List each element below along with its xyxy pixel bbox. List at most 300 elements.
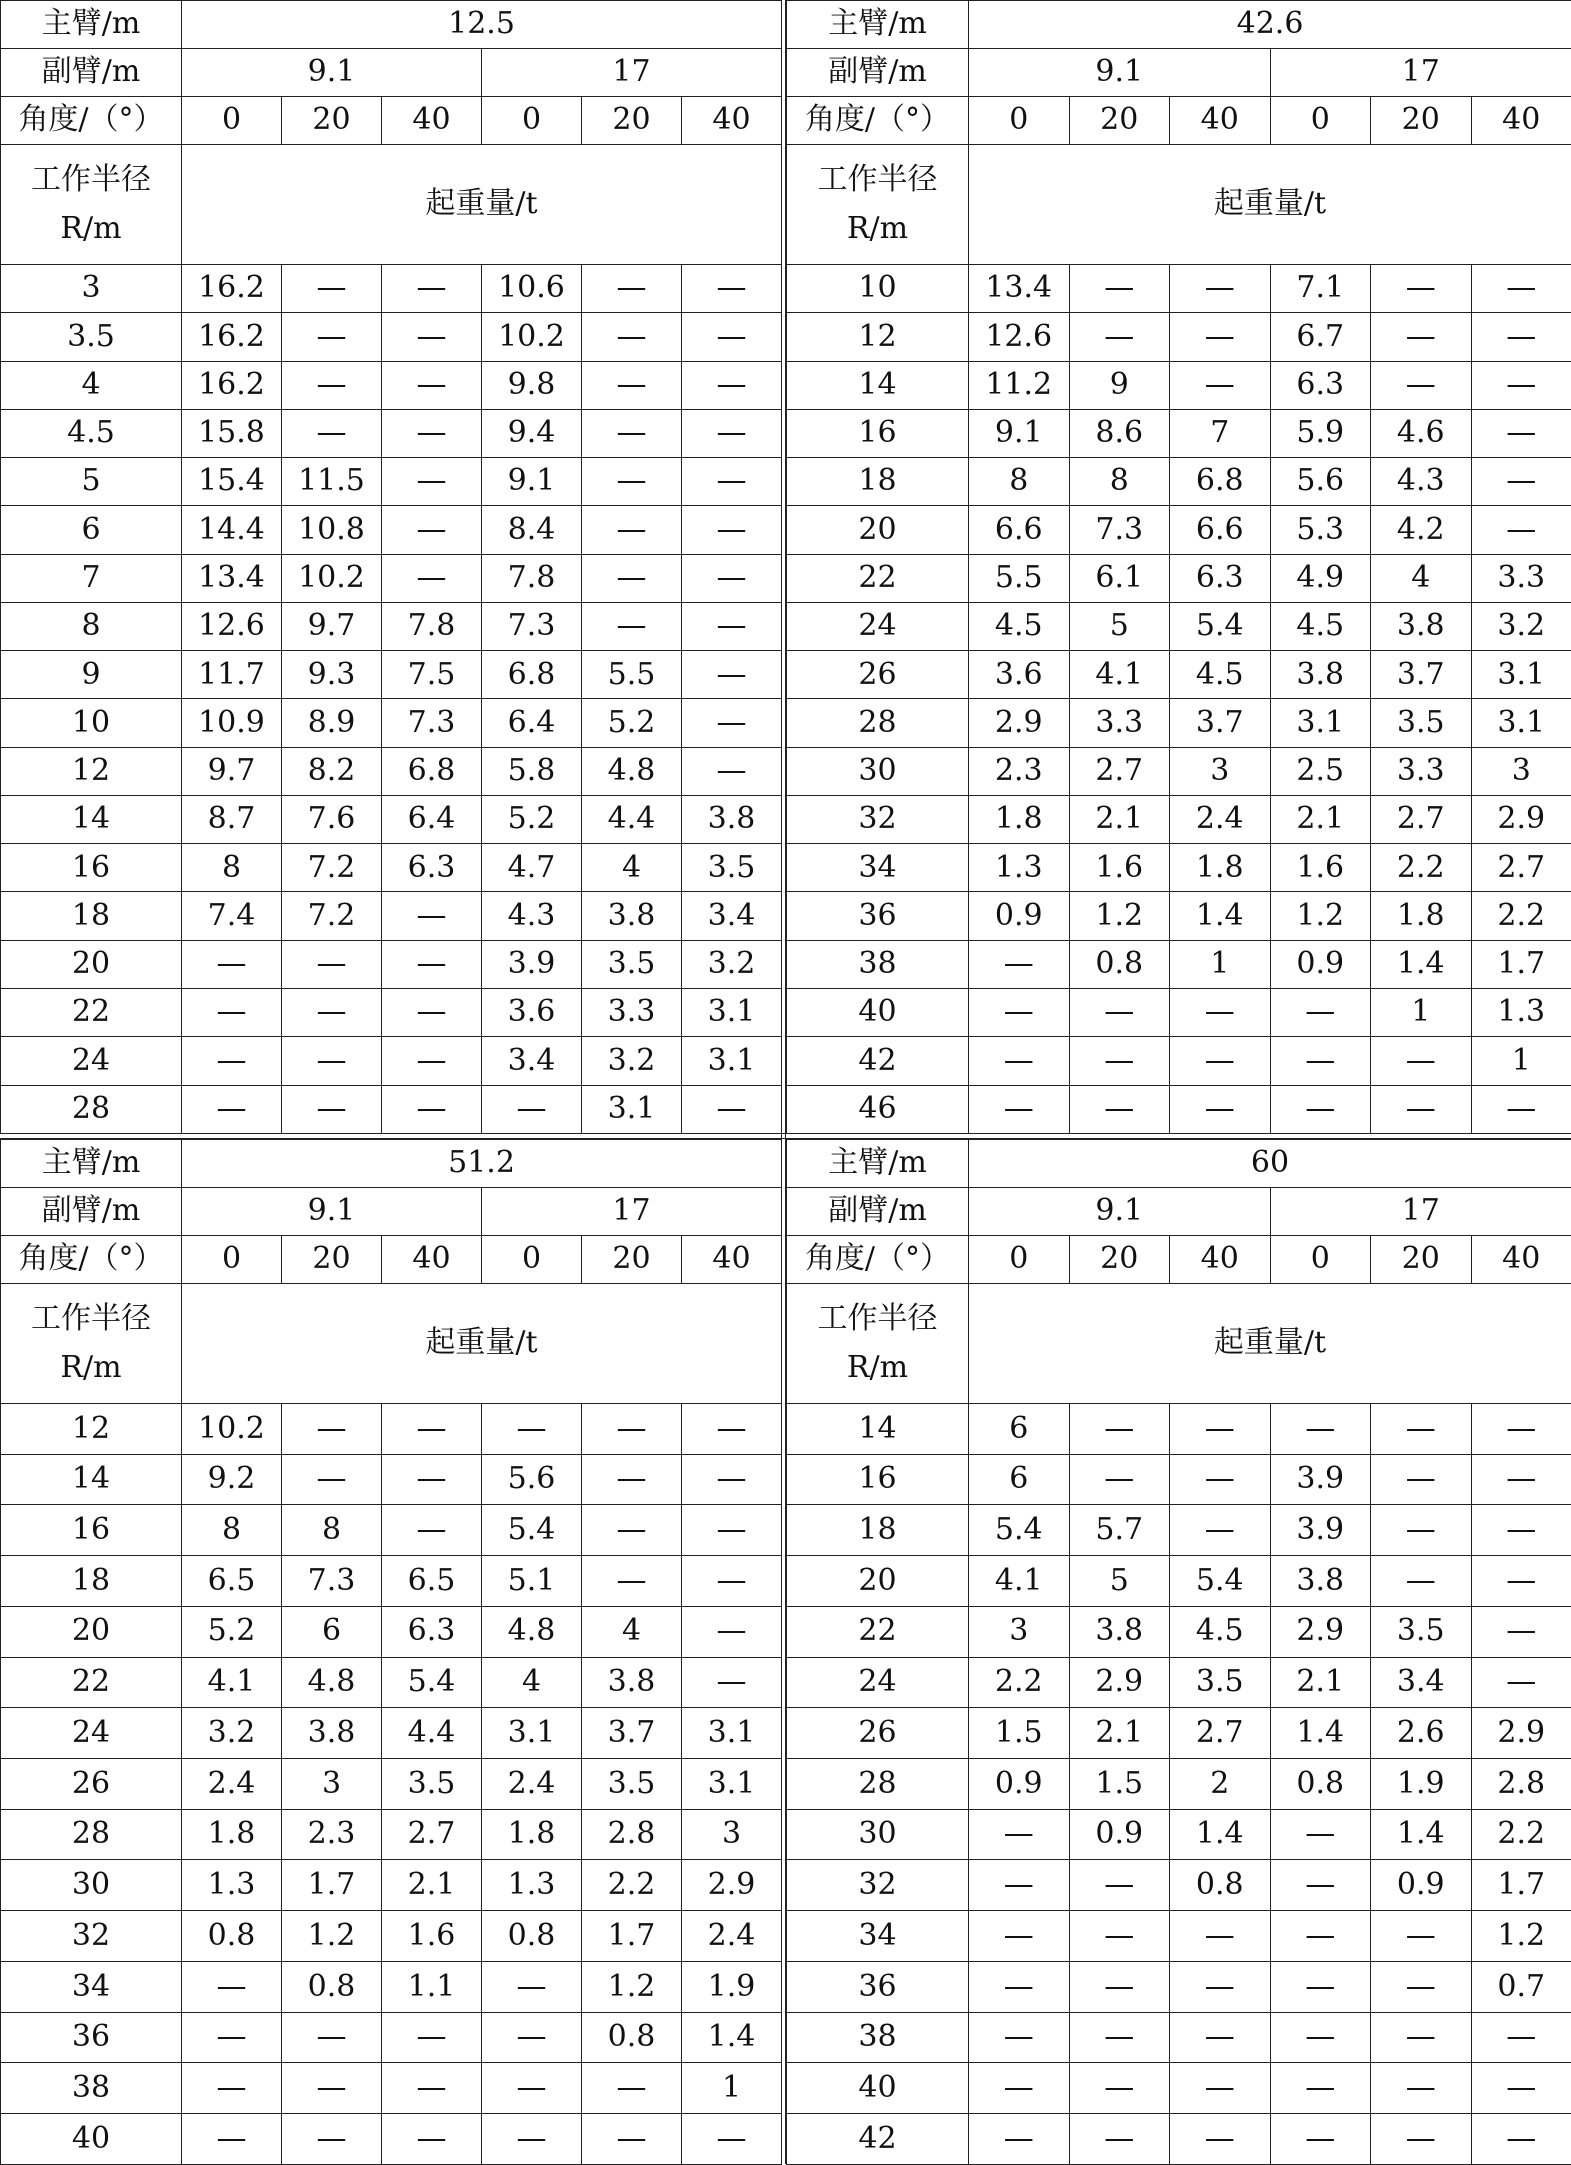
capacity-cell: 4.7 — [482, 844, 582, 892]
capacity-cell: — — [1471, 1404, 1571, 1455]
capacity-cell: 0.8 — [1270, 1759, 1371, 1810]
capacity-cell: — — [969, 1860, 1070, 1911]
capacity-cell: 7.2 — [282, 892, 382, 940]
capacity-cell: 5.3 — [1270, 506, 1371, 554]
capacity-cell: — — [1170, 1085, 1271, 1133]
capacity-cell: 1 — [1471, 1037, 1571, 1085]
capacity-cell: 3.8 — [682, 795, 782, 843]
capacity-cell: — — [282, 1454, 382, 1505]
jib-label: 副臂/m — [1, 49, 182, 97]
radius-cell: 4 — [1, 361, 182, 409]
capacity-cell: — — [1270, 2063, 1371, 2114]
capacity-cell: 3.1 — [1471, 651, 1571, 699]
table-row — [787, 1657, 1571, 1708]
capacity-cell: — — [582, 1404, 682, 1455]
capacity-cell: — — [1371, 1037, 1472, 1085]
capacity-cell: 5.4 — [969, 1505, 1070, 1556]
capacity-cell: — — [682, 747, 782, 795]
capacity-cell: 10.9 — [182, 699, 282, 747]
capacity-cell: 2.9 — [1471, 795, 1571, 843]
capacity-cell: — — [1471, 313, 1571, 361]
table-row — [787, 1860, 1571, 1911]
capacity-cell: 2.6 — [1371, 1708, 1472, 1759]
capacity-cell: 3.9 — [1270, 1454, 1371, 1505]
jib-row — [787, 1188, 1571, 1236]
capacity-cell: 10.2 — [182, 1404, 282, 1455]
angle-value: 20 — [1371, 97, 1472, 145]
capacity-cell: 12.6 — [182, 602, 282, 650]
main-boom-row — [787, 1140, 1571, 1188]
capacity-cell: 11.2 — [969, 361, 1070, 409]
capacity-cell: — — [969, 1961, 1070, 2012]
capacity-cell: 1 — [682, 2063, 782, 2114]
capacity-cell: 1.2 — [1270, 892, 1371, 940]
capacity-cell: — — [182, 988, 282, 1036]
angle-value: 40 — [682, 97, 782, 145]
capacity-cell: — — [1069, 1454, 1170, 1505]
radius-cell: 14 — [787, 1404, 969, 1455]
capacity-cell: 5.5 — [969, 554, 1070, 602]
radius-cell: 26 — [787, 1708, 969, 1759]
capacity-cell: 3.6 — [482, 988, 582, 1036]
table-row — [787, 1556, 1571, 1607]
capacity-cell: 0.9 — [969, 892, 1070, 940]
capacity-cell: 3.4 — [482, 1037, 582, 1085]
radius-cell: 32 — [1, 1911, 182, 1962]
capacity-cell: 5 — [1069, 1556, 1170, 1607]
table-row — [1, 313, 782, 361]
capacity-cell: 6.6 — [1170, 506, 1271, 554]
capacity-cell: — — [382, 1505, 482, 1556]
table-row — [787, 1759, 1571, 1810]
capacity-cell: 6.8 — [482, 651, 582, 699]
capacity-cell: — — [1471, 409, 1571, 457]
capacity-cell: 3.2 — [682, 940, 782, 988]
table-row — [1, 1708, 782, 1759]
capacity-cell: — — [282, 1404, 382, 1455]
table-row — [1, 1961, 782, 2012]
table-row — [1, 1404, 782, 1455]
capacity-cell: 1.8 — [182, 1809, 282, 1860]
capacity-cell: 3.4 — [682, 892, 782, 940]
radius-cell: 38 — [787, 2012, 969, 2063]
radius-cell: 34 — [1, 1961, 182, 2012]
capacity-cell: — — [682, 1657, 782, 1708]
capacity-cell: 1.2 — [282, 1911, 382, 1962]
radius-cell: 8 — [1, 602, 182, 650]
capacity-cell: — — [1371, 313, 1472, 361]
capacity-cell: — — [1170, 1404, 1271, 1455]
capacity-cell: — — [1371, 361, 1472, 409]
capacity-cell: 8 — [182, 1505, 282, 1556]
capacity-cell: — — [382, 940, 482, 988]
capacity-cell: — — [382, 265, 482, 313]
capacity-cell: 4.3 — [1371, 458, 1472, 506]
capacity-cell: 2.4 — [182, 1759, 282, 1810]
radius-cell: 5 — [1, 458, 182, 506]
capacity-cell: — — [582, 554, 682, 602]
capacity-cell: — — [969, 988, 1070, 1036]
angle-value: 20 — [1069, 97, 1170, 145]
capacity-cell: 1.1 — [382, 1961, 482, 2012]
table-row — [787, 795, 1571, 843]
radius-cell: 24 — [1, 1708, 182, 1759]
radius-cell: 20 — [1, 940, 182, 988]
capacity-cell: 16.2 — [182, 361, 282, 409]
capacity-cell: 2.3 — [282, 1809, 382, 1860]
angle-row — [1, 1236, 782, 1284]
capacity-cell: 3.3 — [1371, 747, 1472, 795]
capacity-cell: 10.2 — [482, 313, 582, 361]
capacity-cell: 3.2 — [582, 1037, 682, 1085]
capacity-cell: — — [382, 988, 482, 1036]
capacity-cell: 5.4 — [1170, 1556, 1271, 1607]
table-row — [787, 554, 1571, 602]
capacity-cell: 1.7 — [1471, 1860, 1571, 1911]
angle-value: 0 — [969, 1236, 1070, 1284]
radius-cell: 28 — [1, 1085, 182, 1133]
table-row — [787, 747, 1571, 795]
capacity-cell: — — [682, 409, 782, 457]
capacity-cell: — — [1471, 2114, 1571, 2165]
capacity-cell: — — [282, 2114, 382, 2165]
capacity-cell: 4.8 — [482, 1606, 582, 1657]
radius-label-line2: R/m — [787, 212, 968, 247]
radius-cell: 24 — [787, 602, 969, 650]
radius-cell: 36 — [787, 892, 969, 940]
table-row — [1, 1037, 782, 1085]
capacity-cell: 3 — [969, 1606, 1070, 1657]
capacity-cell: — — [182, 1037, 282, 1085]
table-row — [1, 1911, 782, 1962]
angle-value: 20 — [582, 97, 682, 145]
capacity-cell: — — [582, 313, 682, 361]
capacity-cell: 3.8 — [582, 1657, 682, 1708]
capacity-cell: — — [1170, 361, 1271, 409]
table-row — [1, 458, 782, 506]
radius-cell: 18 — [787, 458, 969, 506]
capacity-cell: 5.2 — [182, 1606, 282, 1657]
angle-value: 0 — [1270, 1236, 1371, 1284]
capacity-cell: — — [682, 554, 782, 602]
capacity-cell: 4.5 — [1170, 651, 1271, 699]
capacity-cell: 1.7 — [582, 1911, 682, 1962]
radius-cell: 3 — [1, 265, 182, 313]
capacity-cell: — — [1371, 1454, 1472, 1505]
capacity-cell: 1.4 — [1170, 1809, 1271, 1860]
capacity-cell: — — [182, 1961, 282, 2012]
capacity-cell: 8.2 — [282, 747, 382, 795]
capacity-cell: 5.6 — [1270, 458, 1371, 506]
radius-cell: 10 — [787, 265, 969, 313]
table-row — [1, 1759, 782, 1810]
capacity-cell: 6.5 — [382, 1556, 482, 1607]
capacity-cell: — — [1270, 1085, 1371, 1133]
table-row — [1, 554, 782, 602]
capacity-cell: — — [1069, 1085, 1170, 1133]
jib-value: 17 — [1270, 49, 1571, 97]
capacity-cell: 3.1 — [1471, 699, 1571, 747]
jib-value: 17 — [482, 49, 782, 97]
main-boom-label: 主臂/m — [787, 1140, 969, 1188]
capacity-cell: — — [282, 940, 382, 988]
table-row — [1, 1454, 782, 1505]
radius-cell: 12 — [787, 313, 969, 361]
table-row — [787, 2063, 1571, 2114]
angle-label: 角度/（°） — [787, 1236, 969, 1284]
capacity-cell: 0.8 — [582, 2012, 682, 2063]
table-row — [1, 940, 782, 988]
capacity-cell: 4.8 — [282, 1657, 382, 1708]
table-row — [787, 1961, 1571, 2012]
table-row — [787, 1037, 1571, 1085]
angle-row — [1, 97, 782, 145]
table-row — [1, 2063, 782, 2114]
capacity-cell: 12.6 — [969, 313, 1070, 361]
capacity-cell: 5.4 — [482, 1505, 582, 1556]
radius-cell: 40 — [1, 2114, 182, 2165]
capacity-cell: — — [382, 506, 482, 554]
capacity-cell: 0.8 — [1170, 1860, 1271, 1911]
radius-cell: 12 — [1, 1404, 182, 1455]
capacity-cell: 8.7 — [182, 795, 282, 843]
capacity-cell: — — [382, 1037, 482, 1085]
jib-value: 9.1 — [969, 49, 1271, 97]
capacity-cell: 6.6 — [969, 506, 1070, 554]
radius-cell: 6 — [1, 506, 182, 554]
capacity-cell: 5.4 — [1170, 602, 1271, 650]
capacity-cell: — — [1270, 1404, 1371, 1455]
capacity-cell: 6 — [282, 1606, 382, 1657]
capacity-cell: — — [682, 602, 782, 650]
capacity-cell: 1.8 — [1371, 892, 1472, 940]
capacity-cell: 3.8 — [1069, 1606, 1170, 1657]
capacity-cell: — — [1069, 313, 1170, 361]
capacity-cell: 13.4 — [182, 554, 282, 602]
capacity-cell: — — [1170, 2063, 1271, 2114]
radius-cell: 22 — [787, 1606, 969, 1657]
capacity-cell: 0.9 — [1069, 1809, 1170, 1860]
table-row — [1, 1860, 782, 1911]
radius-cell: 16 — [1, 1505, 182, 1556]
radius-cell: 34 — [787, 1911, 969, 1962]
capacity-cell: — — [1471, 1606, 1571, 1657]
capacity-cell: — — [582, 2063, 682, 2114]
radius-cell: 7 — [1, 554, 182, 602]
capacity-cell: 2.7 — [1170, 1708, 1271, 1759]
capacity-cell: — — [582, 1556, 682, 1607]
capacity-cell: — — [1471, 265, 1571, 313]
capacity-cell: 8 — [282, 1505, 382, 1556]
table-row — [1, 699, 782, 747]
capacity-cell: — — [1170, 1037, 1271, 1085]
capacity-cell: — — [682, 699, 782, 747]
capacity-cell: 3.8 — [1270, 1556, 1371, 1607]
capacity-cell: 2.3 — [969, 747, 1070, 795]
capacity-cell: 1.2 — [582, 1961, 682, 2012]
capacity-cell: — — [1069, 988, 1170, 1036]
jib-row — [1, 1188, 782, 1236]
capacity-cell: — — [1371, 2063, 1472, 2114]
load-table-panel — [0, 1139, 781, 2164]
capacity-cell: 2.2 — [582, 1860, 682, 1911]
capacity-cell: 8.4 — [482, 506, 582, 554]
radius-cell: 18 — [787, 1505, 969, 1556]
capacity-cell: — — [282, 988, 382, 1036]
capacity-cell: 6.4 — [482, 699, 582, 747]
capacity-cell: 4.1 — [1069, 651, 1170, 699]
capacity-cell: 0.8 — [1069, 940, 1170, 988]
angle-value: 0 — [482, 1236, 582, 1284]
capacity-cell: — — [1471, 361, 1571, 409]
radius-cell: 24 — [1, 1037, 182, 1085]
capacity-cell: — — [282, 2012, 382, 2063]
capacity-cell: — — [282, 313, 382, 361]
capacity-cell: — — [969, 2114, 1070, 2165]
radius-cell: 30 — [787, 1809, 969, 1860]
capacity-cell: 9.2 — [182, 1454, 282, 1505]
capacity-cell: — — [1471, 1454, 1571, 1505]
radius-cell: 42 — [787, 1037, 969, 1085]
table-row — [787, 1911, 1571, 1962]
angle-value: 40 — [682, 1236, 782, 1284]
capacity-cell: 5.1 — [482, 1556, 582, 1607]
radius-cell: 22 — [787, 554, 969, 602]
radius-cell: 28 — [787, 699, 969, 747]
capacity-cell: 3.7 — [1371, 651, 1472, 699]
capacity-cell: 3.1 — [482, 1708, 582, 1759]
table-row — [787, 1505, 1571, 1556]
capacity-cell: 7 — [1170, 409, 1271, 457]
table-row — [1, 1657, 782, 1708]
capacity-cell: — — [1069, 1860, 1170, 1911]
radius-cell: 46 — [787, 1085, 969, 1133]
jib-label: 副臂/m — [1, 1188, 182, 1236]
capacity-cell: — — [1270, 1911, 1371, 1962]
capacity-cell: — — [382, 458, 482, 506]
radius-label — [787, 1284, 969, 1404]
capacity-cell: 3.5 — [1371, 1606, 1472, 1657]
capacity-cell: 4.5 — [1170, 1606, 1271, 1657]
load-table — [0, 0, 782, 1134]
capacity-cell: — — [1170, 2012, 1271, 2063]
capacity-cell: 4 — [482, 1657, 582, 1708]
capacity-cell: — — [1069, 2114, 1170, 2165]
capacity-cell: 2.1 — [1270, 1657, 1371, 1708]
radius-cell: 28 — [1, 1809, 182, 1860]
capacity-cell: — — [969, 2063, 1070, 2114]
table-row — [1, 506, 782, 554]
radius-cell: 34 — [787, 844, 969, 892]
capacity-cell: — — [1069, 1037, 1170, 1085]
angle-value: 40 — [1471, 97, 1571, 145]
capacity-cell: 4.4 — [582, 795, 682, 843]
angle-value: 40 — [1170, 1236, 1271, 1284]
table-row — [787, 265, 1571, 313]
capacity-cell: — — [382, 892, 482, 940]
radius-label-line2: R/m — [1, 212, 181, 247]
capacity-cell: 9.4 — [482, 409, 582, 457]
capacity-cell: 9.7 — [282, 602, 382, 650]
capacity-cell: 8 — [969, 458, 1070, 506]
radius-cell: 22 — [1, 988, 182, 1036]
capacity-cell: — — [682, 313, 782, 361]
capacity-cell: 6.1 — [1069, 554, 1170, 602]
capacity-cell: — — [969, 1809, 1070, 1860]
capacity-cell: 1.5 — [969, 1708, 1070, 1759]
angle-label: 角度/（°） — [1, 97, 182, 145]
capacity-cell: — — [382, 1404, 482, 1455]
capacity-cell: 9.3 — [282, 651, 382, 699]
table-row — [1, 651, 782, 699]
capacity-cell: 1.6 — [1069, 844, 1170, 892]
capacity-cell: — — [682, 1404, 782, 1455]
capacity-cell: — — [1170, 2114, 1271, 2165]
radius-cell: 36 — [1, 2012, 182, 2063]
capacity-cell: — — [1170, 265, 1271, 313]
load-table — [786, 0, 1571, 1134]
table-row — [787, 988, 1571, 1036]
table-row — [1, 1505, 782, 1556]
main-boom-value: 60 — [969, 1140, 1571, 1188]
capacity-cell: — — [1371, 265, 1472, 313]
capacity-cell: 4.2 — [1371, 506, 1472, 554]
table-row — [1, 844, 782, 892]
radius-cell: 20 — [1, 1606, 182, 1657]
horizontal-double-rule — [0, 1133, 1571, 1139]
capacity-cell: 16.2 — [182, 313, 282, 361]
jib-value: 9.1 — [969, 1188, 1271, 1236]
capacity-cell: — — [182, 2012, 282, 2063]
capacity-cell: 2.1 — [1069, 1708, 1170, 1759]
capacity-cell: 6.7 — [1270, 313, 1371, 361]
capacity-cell: — — [682, 1454, 782, 1505]
capacity-cell: — — [682, 265, 782, 313]
capacity-cell: — — [682, 651, 782, 699]
capacity-cell: — — [482, 1085, 582, 1133]
capacity-cell: 5.6 — [482, 1454, 582, 1505]
angle-value: 0 — [482, 97, 582, 145]
angle-value: 0 — [1270, 97, 1371, 145]
radius-cell: 32 — [787, 1860, 969, 1911]
capacity-cell: 6.4 — [382, 795, 482, 843]
capacity-cell: 3.8 — [1371, 602, 1472, 650]
capacity-cell: 8.6 — [1069, 409, 1170, 457]
jib-value: 9.1 — [182, 49, 482, 97]
table-row — [787, 506, 1571, 554]
table-row — [1, 892, 782, 940]
capacity-cell: — — [282, 2063, 382, 2114]
capacity-cell: 0.9 — [969, 1759, 1070, 1810]
capacity-cell: 2.4 — [482, 1759, 582, 1810]
table-row — [787, 361, 1571, 409]
capacity-cell: — — [1270, 1860, 1371, 1911]
capacity-label: 起重量/t — [969, 1284, 1571, 1404]
capacity-cell: 3 — [282, 1759, 382, 1810]
load-table-panel — [786, 1139, 1571, 2164]
capacity-cell: — — [482, 2012, 582, 2063]
capacity-cell: — — [582, 409, 682, 457]
capacity-cell: — — [1371, 1085, 1472, 1133]
capacity-cell: 5.9 — [1270, 409, 1371, 457]
capacity-cell: — — [582, 2114, 682, 2165]
angle-value: 40 — [1170, 97, 1271, 145]
capacity-cell: — — [1471, 458, 1571, 506]
capacity-label: 起重量/t — [969, 145, 1571, 265]
capacity-cell: 2.9 — [1069, 1657, 1170, 1708]
capacity-cell: — — [1270, 2114, 1371, 2165]
radius-label-line2: R/m — [1, 1351, 181, 1386]
